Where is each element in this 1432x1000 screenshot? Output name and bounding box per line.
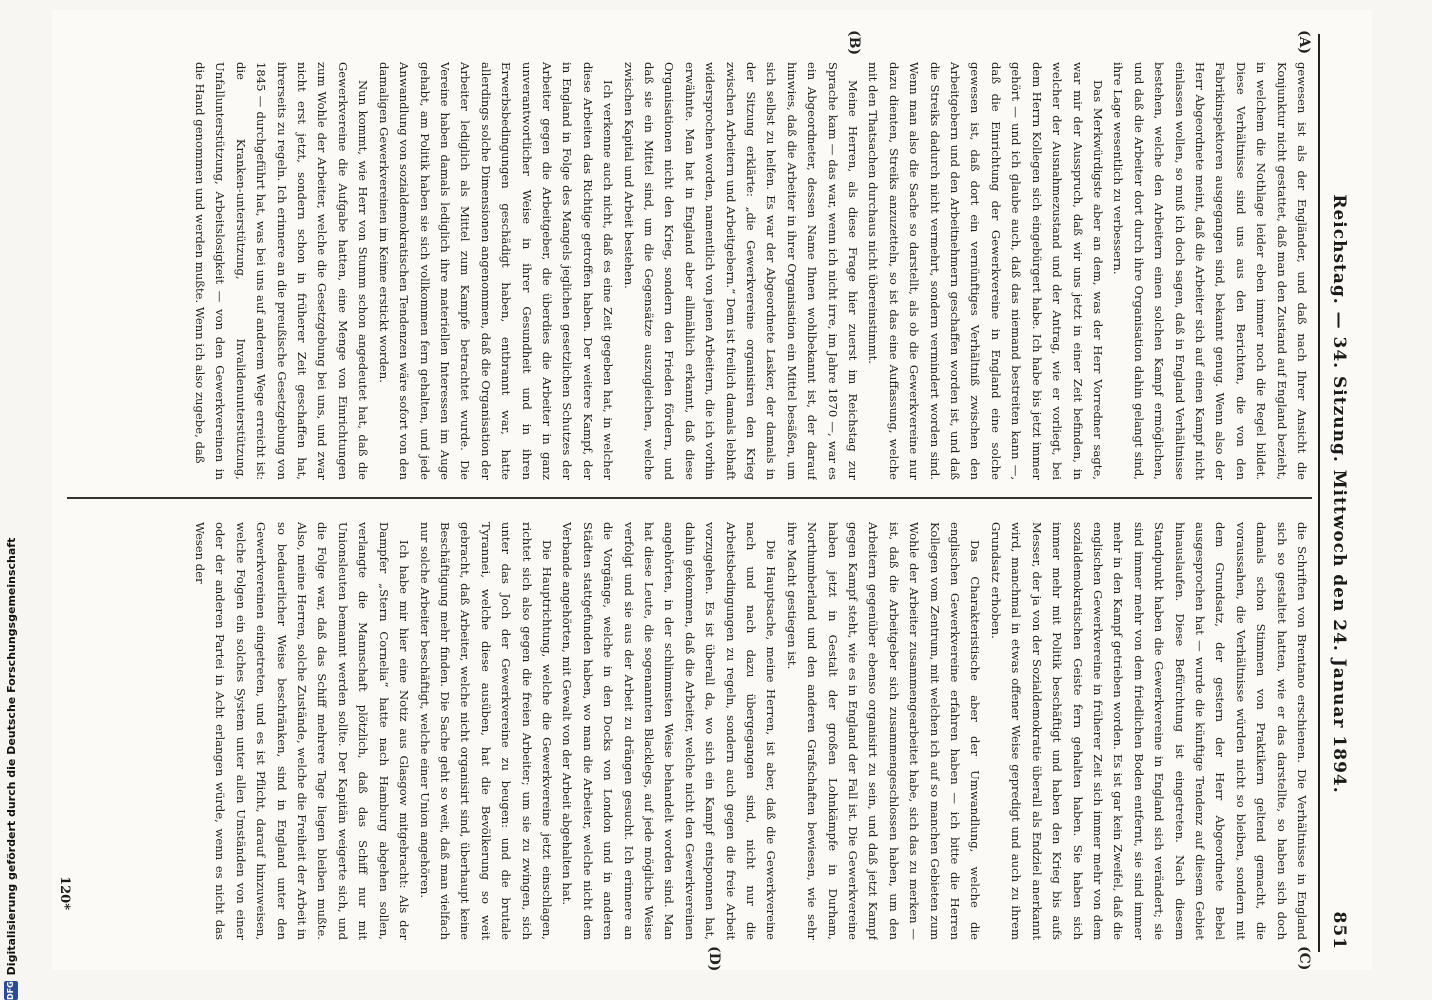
paragraph: die Schriften von Brentano erschienen. Die Verhältnisse in England sich so gestaltet hatten, wie er das darstellte, so haben sich doch damals schon Stimmen von Praktikern geltend gemacht, die voraussahen, die Verhältnisse würden nicht so bleiben, sondern mit dem Grundsatz, der gestern der Herr Abgeordnete Bebel ausgesprochen hat — wurde die künftige Tendenz auf diesem Gebiet hinauslaufen. Diese Befürchtung ist eingetreten. Nach diesem Standpunkt haben die Gewerkvereine in England sich verändert; sie sind immer mehr von dem friedlichen Boden entfernt, sie sind immer mehr in den Kampf getrieben worden. Es ist gar kein Zweifel, daß die englischen Gewerkvereine in früherer Zeit sich immer mehr von dem sozialdemokratischen Geiste fern gehalten haben. Sie haben sich immer mehr mit Politik beschäftigt und haben den Krieg bis aufs Messer, der ja von der Sozialdemokratie überall als Endziel anerkannt wird, manchmal in etwas offener Weise gepredigt und auch zu ihrem Grundsatz erhoben. — [988, 522, 1309, 940]
paragraph: Das Charakteristische aber der Umwandlung, welche die englischen Gewerkvereine erfahren haben — ich bitte die Herren Kollegen vom Zentrum, mit welchen ich auf so manchen Gebieten zum Wohle der Arbeiter zusammengearbeitet habe, sich das zu merken — ist, daß die Arbeitgeber sich zusammengeschlossen haben, um den Arbeitern gegenüber ebenso organisirt zu sein, und daß jetzt Kampf gegen Kampf steht, wie es in England der Fall ist. Die Gewerkvereine haben jetzt in Gestalt der großen Lohnkämpfe in Durham, Northumberland und den anderen Grafschaften bewiesen, wie sehr ihre Macht gestiegen ist. — [784, 522, 983, 940]
paragraph: Ich verkenne auch nicht, daß es eine Zeit gegeben hat, in welcher diese Arbeiten das Richtige getroffen haben. Der weitere Kampf, der in England in Folge des Mangels jeglichen gesetzlichen Schutzes der Arbeiter gegen die Arbeitgeber, die überdies die Arbeiter in ganz unverantwortlicher Weise in ihrer Gesundheit und in ihren Erwerbsbedingungen geschädigt haben, entbrannt war, hatte allerdings solche Dimensionen angenommen, daß die Organisation der Arbeiter lediglich als Mittel zum Kampfe betrachtet wurde. Die Vereine haben damals lediglich ihre materiellen Interessen im Auge gehabt, am Politik haben sie sich vollkommen fern gehalten, und jede Anwandlung von sozialdemokratischen Tendenzen wäre sofort von den damaligen Gewerkvereinen im Keime erstickt worden. — [376, 62, 616, 480]
dfg-logo-icon: DFG — [4, 981, 18, 1000]
scanned-page — [52, 10, 1372, 970]
running-title: Reichstag. — 34. Sitzung. Mittwoch den 24. Januar 1894. — [1329, 194, 1349, 794]
left-text-column — [67, 62, 1312, 480]
column-divider — [67, 497, 1312, 499]
signature-mark: 120* — [57, 876, 72, 910]
margin-mark-d: (D) — [706, 946, 722, 972]
credit-text: Digitalisierung gefördert durch die Deutsche Forschungsgemeinschaft — [4, 537, 18, 976]
paragraph: Nun kommt, wie Herr von Stumm schon angedeutet hat, daß die Gewerkvereine die Aufgabe hatten, eine Menge von Einrichtungen zum Wohle der Arbeiter, welche die Gesetzgebung bei uns, und zwar nicht erst jetzt, sondern schon in früherer Zeit geschaffen hat, ihrerseits zu regeln. Ich erinnere an die preußische Gesetzgebung von 1845 — durchgeführt hat, was bei uns auf anderem Wege erreicht ist: die Kranken-unterstützung, Invalidenunterstützung, Unfallunterstützung, Arbeitslosigkeit — von den Gewerkvereinen in die Hand genommen und werden mußte. Wenn ich also zugebe, daß — [193, 62, 371, 480]
paragraph: gewesen ist als der Engländer, und daß nach Ihrer Ansicht die Konjunktur nicht gestattet, daß man den Zustand auf England bezieht, in welchem die Nothlage leider eben immer noch die Regel bildet. Diese Verhältnisse sind uns aus den Berichten, die von den Fabrikinspektoren ausgegangen sind, bekannt genug. Wenn also der Herr Abgeordnete meint, daß die Arbeiter sich auf einen Kampf nicht einlassen wollen, so muß ich doch sagen, daß in England Verhältnisse bestehen, welche den Arbeitern einen solchen Kampf ermöglichen, und daß die Arbeiter dort durch ihre Organisation dahin gelangt sind, ihre Lage wesentlich zu verbessern. — [1111, 62, 1309, 480]
right-text-column — [67, 522, 1312, 940]
header-rule — [1318, 34, 1320, 952]
paragraph: Meine Herren, als diese Frage hier zuerst im Reichstag zur Sprache kam — das war, wenn ich nicht irre, im Jahre 1870 —, war es ein Abgeordneter, dessen Name Ihnen wohlbekannt ist, der darauf hinwies, daß die Arbeiter in ihrer Organisation ein Mittel besäßen, um sich selbst zu helfen. Es war der Abgeordnete Lasker, der damals in der Sitzung erklärte: „die Gewerkvereine organisiren den Krieg zwischen Arbeitern und Arbeitgebern.“ Dem ist freilich damals lebhaft widersprochen worden, namentlich von jenen Arbeitern, die ich vorhin erwähnte. Man hat in England aber allmählich erkannt, daß diese Organisationen nicht den Krieg, sondern den Frieden fördern, und daß sie ein Mittel sind, um die Gegensätze auszugleichen, welche zwischen Kapital und Arbeit bestehen. — [621, 62, 861, 480]
margin-mark-a: (A) — [1296, 30, 1312, 55]
margin-mark-b: (B) — [846, 30, 862, 56]
page-header — [1324, 38, 1354, 950]
paragraph: Die Hauptsache, meine Herren, ist aber, daß die Gewerkvereine nach und nach dazu übergegangen sind, nicht nur die Arbeitsbedingungen zu regeln, sondern auch gegen die freie Arbeit vorzugehen. Es ist überall da, wo sich ein Kampf entsponnen hat, dahin gekommen, daß die Arbeiter, welche nicht den Gewerkvereinen angehörten, in der schlimmsten Weise behandelt worden sind. Man hat diese Leute, die sogenannten Blacklegs, auf jede mögliche Weise verfolgt und sie aus der Arbeit zu drängen gesucht. Ich erinnere an die Vorgänge, welche in den Docks von London und in anderen Städten stattgefunden haben, wo man die Arbeiter, welche nicht dem Verbande angehörten, mit Gewalt von der Arbeit abgehalten hat. — [560, 522, 779, 940]
dfg-credit-line — [2, 537, 20, 1000]
margin-mark-c: (C) — [1296, 946, 1312, 971]
paragraph: Die Hauptrichtung, welche die Gewerkvereine jetzt einschlagen, richtet sich also gegen die freien Arbeiter; um sie zu zwingen, sich unter das Joch der Gewerkvereine zu beugen: und die brutale Tyrannei, welche diese ausüben, hat die Bevölkerung so weit gebracht, daß Arbeiter, welche nicht organisirt sind, überhaupt keine Beschäftigung mehr finden. Die Sache geht so weit, daß man vielfach nur solche Arbeiter beschäftigt, welche einer Union angehören. — [417, 522, 554, 940]
paragraph: Das Merkwürdigste aber an dem, was der Herr Vorredner sagte, war mir der Ausspruch, daß wir uns jetzt in einer Zeit befinden, in welcher der Ausnahmezustand und der Antrag, wie er vorliegt, bei dem Herrn Kollegen sich eingebürgert habe. Ich habe bis jetzt immer gehört — und ich glaube auch, daß das niemand bestreiten kann —, daß die Einrichtung der Gewerkvereine in England eine solche gewesen ist, daß dort ein vernünftiges Verhältniß zwischen den Arbeitgebern und den Arbeitnehmern geschaffen worden ist, und daß die Streiks dadurch nicht vermehrt, sondern vermindert worden sind. Wenn man also die Sache so darstellt, als ob die Gewerkvereine nur dazu dienten, Streiks anzuzetteln, so ist das eine Auffassung, welche mit den Thatsachen durchaus nicht übereinstimmt. — [866, 62, 1105, 480]
right-page-number: 851 — [1329, 911, 1349, 950]
paragraph: Ich habe mir hier eine Notiz aus Glasgow mitgebracht: Als der Dampfer „Stern Cornelia“ hatte nach Hamburg abgehen sollen, verlangte die Mannschaft plötzlich, daß das Schiff nur mit Unionsleuten bemannt werden sollte. Der Kapitän weigerte sich, und die Folge war, daß das Schiff mehrere Tage liegen bleiben mußte. Also, meine Herren, solche Zustände, welche die Freiheit der Arbeit in so bedauerlicher Weise beschränken, sind in England unter den Gewerkvereinen eingetreten, und es ist Pflicht, darauf hinzuweisen, welche Folgen ein solches System unter allen Umständen von einer oder der anderen Partei in Acht erlangen würde, wenn es nicht das Wesen der — [193, 522, 412, 940]
